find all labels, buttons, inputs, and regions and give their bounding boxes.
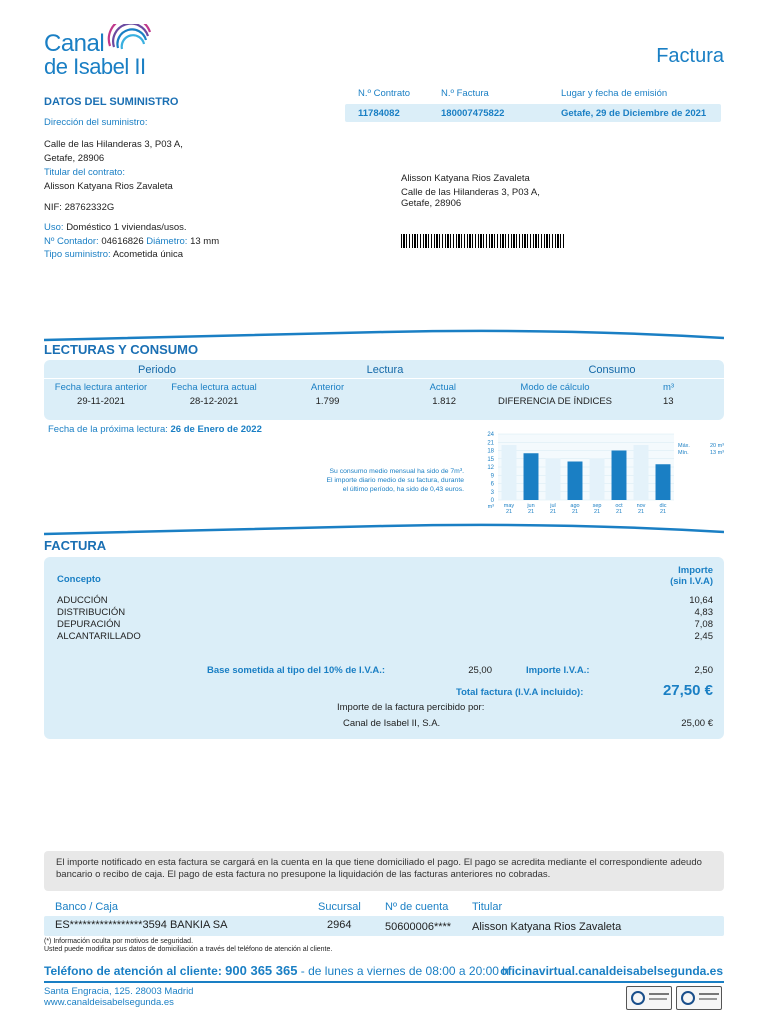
address-line1: Calle de las Hilanderas 3, P03 A, [401,187,540,198]
chart-bar [590,459,605,500]
lugar-value: Getafe, 29 de Diciembre de 2021 [561,108,707,119]
contador-label: Nº Contador: [44,236,99,247]
chart-min-label: Mín. [678,450,689,456]
importe-header [600,565,713,587]
chart-xtick-label: 21 [505,509,513,515]
chart-xtick-label: jul [550,503,556,509]
uso-row [44,222,187,233]
footer-address: Santa Engracia, 125. 28003 Madrid [44,986,194,997]
titular-value: Alisson Katyana Rios Zavaleta [44,181,173,192]
horario: - de lunes a viernes de 08:00 a 20:00 h [300,964,509,978]
fecha-anterior-value: 29-11-2021 [77,396,125,407]
proxima-label: Fecha de la próxima lectura: [48,424,168,435]
chart-xtick-label: 21 [549,509,557,515]
telefono-number: 900 365 365 [225,963,298,978]
contador-row [44,236,219,247]
diametro-label: Diámetro: [146,236,188,247]
chart-bar [634,445,649,500]
consumo-note-line1: Su consumo medio mensual ha sido de 7m³. [329,468,464,475]
concept-value: 7,08 [694,619,713,630]
factura-title: FACTURA [44,538,107,553]
wave-divider-factura [44,522,724,542]
banco-header: Banco / Caja [55,901,118,913]
concept-row [57,631,713,643]
footer-line [44,981,724,983]
periodo-group-header: Periodo [138,364,176,376]
cuenta-header: Nº de cuenta [385,901,449,913]
chart-bar [546,459,561,500]
oficina-virtual-link[interactable]: oficinavirtual.canaldeisabelsegunda.es [500,964,723,978]
concept-name: DISTRIBUCIÓN [57,607,126,618]
titular-value-bank: Alisson Katyana Rios Zavaleta [472,921,622,933]
security-note2: Usted puede modificar sus datos de domiciliación a través del teléfono de atención al cliente. [44,946,333,953]
chart-xtick-label: 21 [615,509,623,515]
chart-ytick-label: 0 [490,498,494,504]
concept-row [57,619,713,631]
chart-ytick-label: 18 [487,448,494,455]
tipo-row [44,249,183,260]
certification-seal-2 [676,986,722,1010]
m3-header: m³ [663,382,675,393]
chart-xtick-label: 21 [637,509,645,515]
logo-waves-icon [106,24,154,50]
security-note1: (*) Información oculta por motivos de seguridad. [44,938,194,945]
modo-value: DIFERENCIA DE ÍNDICES [497,396,613,407]
chart-xtick-label: 21 [659,509,667,515]
direccion-line1: Calle de las Hilanderas 3, P03 A, [44,139,183,150]
logo-text-line2: de Isabel II [44,54,146,79]
proxima-value: 26 de Enero de 2022 [170,424,262,435]
tipo-label: Tipo suministro: [44,249,111,260]
address-line2: Getafe, 28906 [401,198,462,209]
concepto-header: Concepto [57,574,101,585]
lugar-label: Lugar y fecha de emisión [561,88,668,99]
contador-value: 04616826 [101,236,144,247]
factura-label: N.º Factura [441,88,489,99]
importe-header-line2: (sin I.V.A) [670,576,713,587]
titular-header: Titular [472,901,503,913]
telefono-label: Teléfono de atención al cliente: [44,964,222,978]
chart-bar [502,445,517,500]
consumo-note-line3: el último período, ha sido de 0,43 euros. [342,486,464,493]
fecha-anterior-header: Fecha lectura anterior [54,382,148,393]
m3-value: 13 [663,396,674,407]
concept-list [57,595,713,643]
iva-label: Importe I.V.A.: [526,665,590,676]
concept-name: ALCANTARILLADO [57,631,141,642]
chart-xtick-label: dic [659,503,667,509]
fecha-actual-header: Fecha lectura actual [171,382,257,393]
telefono-row [44,963,509,978]
chart-xtick-label: jun [527,503,535,509]
logo-text-line1: Canal [44,30,105,57]
concept-row [57,607,713,619]
chart-xtick-label: 21 [527,509,535,515]
chart-xtick-label: oct [615,503,623,509]
fecha-actual-value: 28-12-2021 [189,396,239,407]
anterior-value: 1.799 [315,396,340,407]
chart-bar [656,464,671,500]
modo-header: Modo de cálculo [520,382,590,393]
direccion-line2: Getafe, 28906 [44,153,105,164]
concept-name: ADUCCIÓN [57,595,108,606]
chart-ytick-label: 9 [490,473,494,480]
chart-bar [524,453,539,500]
chart-ytick-label: 24 [487,432,494,438]
chart-ytick-label: 12 [487,465,494,471]
sucursal-value: 2964 [327,919,352,931]
chart-xtick-label: sep [592,503,602,509]
address-name: Alisson Katyana Rios Zavaleta [401,173,530,184]
direccion-label: Dirección del suministro: [44,117,148,128]
consumo-chart [476,428,726,518]
chart-xtick-label: 21 [571,509,579,515]
chart-ylabel: m³ [487,504,494,510]
concept-row [57,595,713,607]
total-value: 27,50 € [662,682,713,699]
consumo-note-line2: El importe diario medio de su factura, durante [326,477,464,484]
anterior-header: Anterior [310,382,345,393]
concept-value: 2,45 [694,631,713,642]
chart-bar [612,451,627,501]
actual-header: Actual [429,382,456,393]
contrato-value: 11784082 [358,108,400,119]
base-value: 25,00 [468,665,492,676]
chart-ytick-label: 21 [487,440,494,447]
concept-value: 4,83 [694,607,713,618]
company-logo [44,24,164,84]
lecturas-header-line [44,378,724,379]
suministro-title: DATOS DEL SUMINISTRO [44,96,179,108]
chart-max-label: Máx. [678,443,690,449]
percibido-name: Canal de Isabel II, S.A. [343,718,441,729]
certification-seal-1 [626,986,672,1010]
nif-value: NIF: 28762332G [44,202,115,213]
chart-ytick-label: 6 [490,481,494,488]
chart-xtick-label: ago [570,503,580,509]
chart-xtick-label: nov [636,503,646,509]
chart-ytick-label: 15 [487,456,494,463]
titular-label: Titular del contrato: [44,167,125,178]
total-label: Total factura (I.V.A incluido): [456,687,584,698]
consumo-note [290,467,464,494]
pago-notice-text: El importe notificado en esta factura se cargará en la cuenta en la que tiene domiciliado el pago. El pago se acredita mediante el correspondiente adeudo bancario o recibo de caja. El pago de esta factura no presupone la liquidación de las facturas anteriores no cobradas. [56,857,702,880]
tipo-value: Acometida única [112,249,184,260]
uso-label: Uso: [44,222,64,233]
importe-header-line1: Importe [678,565,713,576]
lectura-group-header: Lectura [366,364,404,376]
footer-web-link[interactable]: www.canaldeisabelsegunda.es [44,997,174,1008]
diametro-value: 13 mm [190,236,220,247]
concept-value: 10,64 [689,595,713,606]
percibido-value: 25,00 € [681,718,713,729]
actual-value: 1.812 [432,396,456,407]
sucursal-header: Sucursal [318,901,361,913]
percibido-label: Importe de la factura percibido por: [337,702,485,713]
chart-max-value: 20 m³ [709,443,724,449]
concept-name: DEPURACIÓN [57,619,121,630]
base-label: Base sometida al tipo del 10% de I.V.A.: [207,665,386,676]
proxima-lectura [48,424,262,435]
chart-xtick-label: 21 [593,509,601,515]
chart-bar [568,462,583,501]
cuenta-value: 50600006**** [385,921,452,933]
barcode [401,234,564,248]
document-title: Factura [656,45,724,67]
consumo-group-header: Consumo [588,364,636,376]
iva-value: 2,50 [694,665,713,676]
banco-value: ES*****************3594 BANKIA SA [55,919,228,931]
chart-min-value: 13 m³ [709,450,724,456]
chart-xtick-label: may [503,503,515,509]
lecturas-title: LECTURAS Y CONSUMO [44,342,199,357]
factura-value: 180007475822 [441,108,505,119]
contrato-label: N.º Contrato [358,88,411,99]
chart-ytick-label: 3 [490,489,494,496]
uso-value: Doméstico 1 viviendas/usos. [66,222,187,233]
